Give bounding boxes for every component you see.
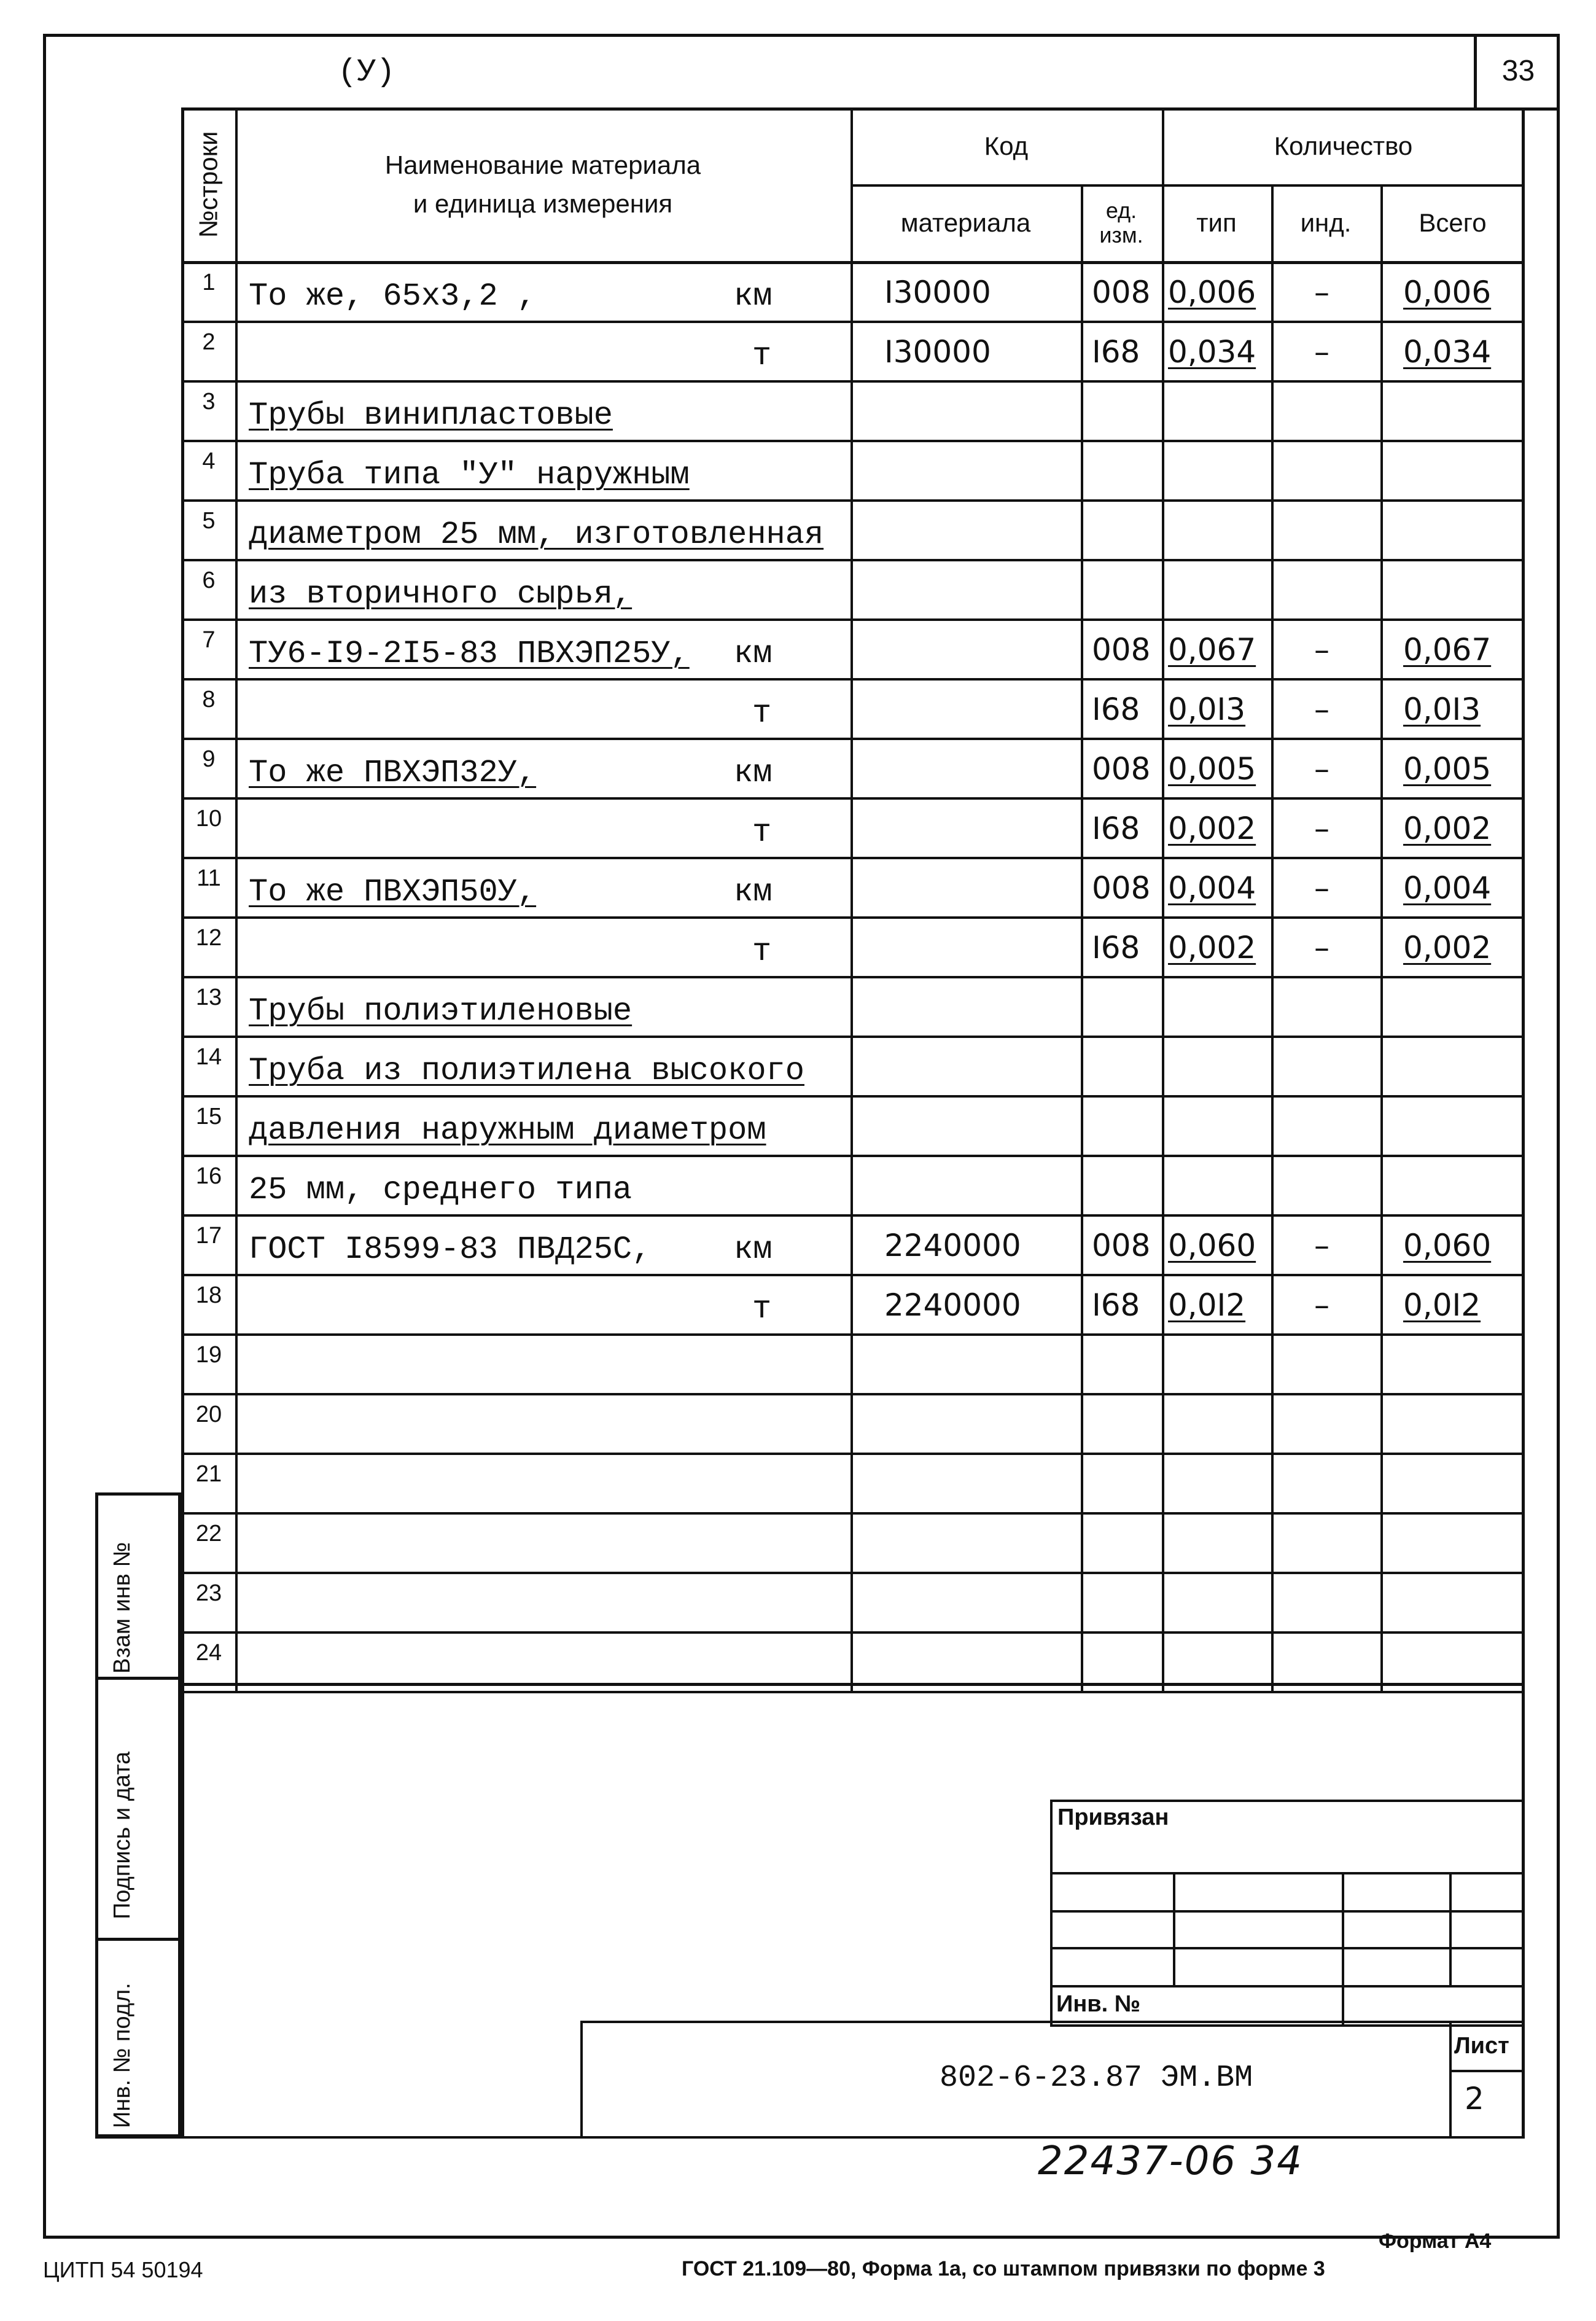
material-name: Трубы винипластовые: [249, 397, 613, 434]
material-name: ГОСТ I8599-83 ПВД25С,: [249, 1231, 652, 1268]
grid-line: [181, 1036, 1525, 1038]
header-quantity: Количество: [1274, 131, 1413, 160]
unit-label: т: [752, 934, 772, 970]
handwritten-number: 22437-06 34: [1038, 2139, 1303, 2184]
row-number: 16: [195, 1163, 222, 1189]
binding-label: Привязан: [1057, 1804, 1169, 1830]
type-qty: 0,002: [1168, 930, 1256, 965]
unit-label: км: [734, 636, 773, 672]
unit-label: т: [752, 1291, 772, 1327]
row-number: 15: [195, 1104, 222, 1129]
header-row-no: №строки: [193, 131, 223, 238]
header-material-code: материала: [900, 208, 1031, 237]
row-number: 5: [202, 508, 216, 534]
type-qty: 0,034: [1168, 334, 1256, 370]
type-qty: 0,0I3: [1168, 692, 1246, 727]
row-number: 8: [202, 687, 216, 712]
unit-label: км: [734, 874, 773, 910]
grid-line: [181, 380, 1525, 383]
stamp-line: [1050, 1947, 1525, 1949]
ind-qty: –: [1314, 1287, 1329, 1323]
row-number: 10: [195, 806, 222, 832]
side-label-vzam: Взам инв №: [109, 1542, 135, 1674]
sheet-number: 2: [1465, 2081, 1484, 2116]
side-box-podpis: [95, 1677, 181, 1941]
header-unit-code: ед. изм.: [1099, 197, 1143, 248]
header-row-no-cell: [181, 107, 235, 261]
row-number: 11: [197, 865, 221, 891]
material-code: 2240000: [884, 1287, 1021, 1323]
material-name: Труба типа "У" наружным: [249, 457, 690, 493]
grid-line: [181, 976, 1525, 978]
grid-line: [181, 1631, 1525, 1634]
total-qty: 0,060: [1403, 1228, 1492, 1263]
unit-label: т: [752, 814, 772, 851]
row-number: 21: [195, 1461, 222, 1487]
total-qty: 0,067: [1403, 632, 1492, 668]
ind-qty: –: [1314, 751, 1329, 787]
stamp-line: [1173, 1872, 1175, 1985]
header-ind: инд.: [1300, 208, 1352, 237]
grid-line: [1271, 184, 1274, 1691]
unit-label: км: [734, 278, 773, 314]
grid-line: [181, 738, 1525, 740]
material-name: То же, 65х3,2 ,: [249, 278, 537, 314]
total-qty: 0,004: [1403, 870, 1492, 906]
ind-qty: –: [1314, 1228, 1329, 1263]
grid-line: [181, 1572, 1525, 1574]
row-number: 17: [195, 1223, 222, 1249]
grid-line: [1380, 184, 1383, 1691]
header-total: Всего: [1419, 208, 1487, 237]
ind-qty: –: [1314, 334, 1329, 370]
ind-qty: –: [1314, 811, 1329, 846]
row-number: 14: [195, 1044, 222, 1070]
unit-code: I68: [1092, 1287, 1140, 1323]
header-name: Наименование материала и единица измерения: [384, 150, 701, 218]
header-type: тип: [1196, 208, 1237, 237]
type-qty: 0,005: [1168, 751, 1256, 787]
material-name: диаметром 25 мм, изготовленная: [249, 517, 824, 553]
row-number: 19: [195, 1342, 222, 1368]
material-name: из вторичного сырья,: [249, 576, 633, 612]
ind-qty: –: [1314, 692, 1329, 727]
grid-line: [181, 1333, 1525, 1336]
material-name: ТУ6-I9-2I5-83 ПВХЭП25У,: [249, 636, 690, 672]
side-label-inv: Инв. № подл.: [109, 1983, 135, 2128]
row-number: 18: [195, 1282, 222, 1308]
material-name: То же ПВХЭП32У,: [249, 755, 537, 791]
stamp-line: [1449, 1872, 1452, 1985]
grid-line: [181, 1512, 1525, 1515]
material-name: 25 мм, среднего типа: [249, 1172, 633, 1208]
page-number-box: [1474, 34, 1560, 111]
grid-line: [181, 678, 1525, 681]
stamp-line: [1050, 1872, 1525, 1874]
row-number: 9: [202, 746, 216, 772]
row-number: 12: [195, 925, 222, 951]
ind-qty: –: [1314, 632, 1329, 668]
unit-code: I68: [1092, 811, 1140, 846]
total-qty: 0,0I3: [1403, 692, 1481, 727]
unit-label: км: [734, 755, 773, 791]
grid-line: [181, 440, 1525, 442]
unit-code: 008: [1092, 870, 1151, 906]
footer-left: ЦИТП 54 50194: [43, 2257, 203, 2282]
grid-line: [181, 559, 1525, 561]
grid-line: [181, 499, 1525, 502]
stamp-line: [1342, 1872, 1344, 2027]
row-number: 6: [202, 568, 216, 593]
ind-qty: –: [1314, 275, 1329, 310]
grid-line: [181, 857, 1525, 859]
format-label: Формат А4: [1379, 2229, 1492, 2253]
total-qty: 0,002: [1403, 930, 1492, 965]
unit-code: 008: [1092, 1228, 1151, 1263]
grid-line: [181, 261, 1525, 264]
type-qty: 0,060: [1168, 1228, 1256, 1263]
title-block-divider: [1449, 2021, 1452, 2137]
total-qty: 0,002: [1403, 811, 1492, 846]
type-qty: 0,067: [1168, 632, 1256, 668]
unit-code: I68: [1092, 334, 1140, 370]
row-number: 2: [202, 329, 216, 355]
row-number: 7: [202, 627, 216, 653]
grid-line: [181, 1453, 1525, 1455]
page-number: 33: [1501, 54, 1535, 87]
type-qty: 0,002: [1168, 811, 1256, 846]
row-number: 13: [195, 985, 222, 1010]
inv-no-label: Инв. №: [1056, 1991, 1141, 2017]
total-qty: 0,006: [1403, 275, 1492, 310]
stamp-line: [1050, 1985, 1525, 1987]
material-name: Трубы полиэтиленовые: [249, 993, 633, 1029]
type-qty: 0,004: [1168, 870, 1256, 906]
header-code: Код: [984, 131, 1029, 160]
total-qty: 0,005: [1403, 751, 1492, 787]
side-box-inv: [95, 1938, 181, 2137]
total-qty: 0,034: [1403, 334, 1492, 370]
variant-label: (У): [338, 54, 395, 90]
side-label-podpis: Подпись и дата: [109, 1751, 135, 1919]
grid-line: [181, 618, 1525, 621]
unit-code: I68: [1092, 692, 1140, 727]
type-qty: 0,0I2: [1168, 1287, 1246, 1323]
row-number: 23: [195, 1580, 222, 1606]
grid-line: [181, 797, 1525, 800]
unit-label: км: [734, 1231, 773, 1268]
unit-label: т: [752, 695, 772, 731]
document-code: 802-6-23.87 ЭМ.ВМ: [940, 2061, 1253, 2096]
grid-line: [1081, 184, 1083, 1691]
row-number: 24: [195, 1640, 222, 1666]
ind-qty: –: [1314, 870, 1329, 906]
material-name: давления наружным диаметром: [249, 1112, 766, 1149]
row-number: 22: [195, 1521, 222, 1547]
unit-label: т: [752, 338, 772, 374]
side-box-vzam: [95, 1492, 181, 1680]
grid-line: [181, 1274, 1525, 1276]
stamp-line: [1050, 1910, 1525, 1913]
unit-code: 008: [1092, 275, 1151, 310]
material-code: I30000: [884, 334, 991, 370]
footer-right: ГОСТ 21.109—80, Форма 1а, со штампом привязки по форме 3: [682, 2257, 1325, 2280]
sheet-label: Лист: [1454, 2033, 1509, 2059]
row-number: 1: [202, 270, 216, 295]
title-block-divider: [1449, 2070, 1525, 2072]
unit-code: I68: [1092, 930, 1140, 965]
material-name: То же ПВХЭП50У,: [249, 874, 537, 910]
grid-line: [181, 1393, 1525, 1395]
grid-line: [181, 1214, 1525, 1217]
material-code: I30000: [884, 275, 991, 310]
unit-code: 008: [1092, 632, 1151, 668]
total-qty: 0,0I2: [1403, 1287, 1481, 1323]
material-code: 2240000: [884, 1228, 1021, 1263]
row-number: 4: [202, 448, 216, 474]
row-number: 3: [202, 389, 216, 415]
material-name: Труба из полиэтилена высокого: [249, 1053, 804, 1089]
ind-qty: –: [1314, 930, 1329, 965]
unit-code: 008: [1092, 751, 1151, 787]
row-number: 20: [195, 1402, 222, 1427]
type-qty: 0,006: [1168, 275, 1256, 310]
grid-line: [181, 1155, 1525, 1157]
grid-line: [181, 1095, 1525, 1098]
grid-line: [181, 321, 1525, 323]
grid-line: [181, 916, 1525, 919]
